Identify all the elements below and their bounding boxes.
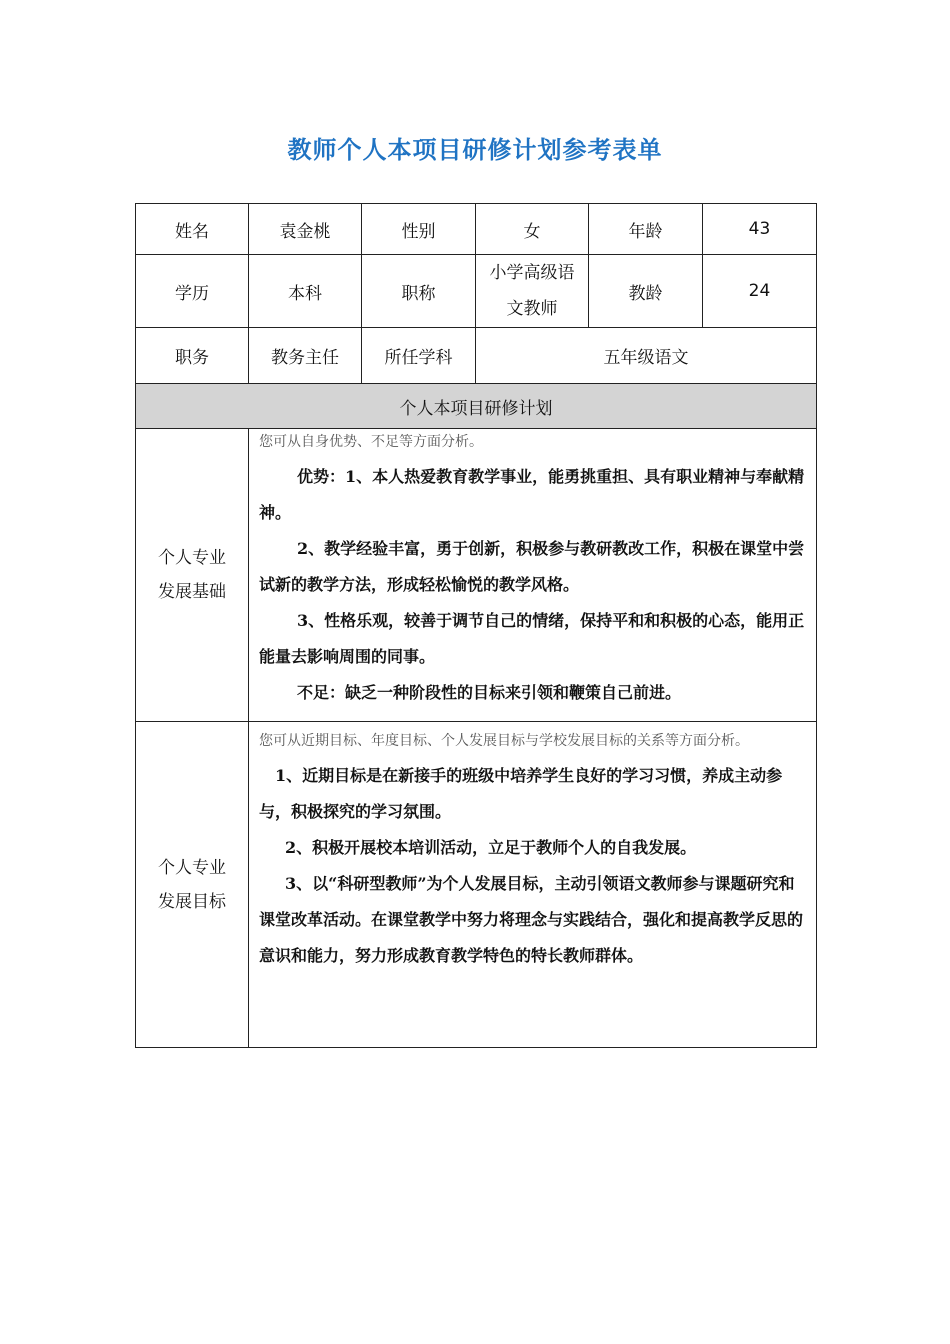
goals-label-line1: 个人专业 [158, 857, 226, 878]
teaching-years-label: 教龄 [589, 255, 703, 328]
table-row-duty [136, 328, 817, 384]
subject-label: 所任学科 [362, 328, 476, 384]
age-label: 年龄 [589, 204, 703, 255]
rank-value [476, 255, 589, 328]
duty-value: 教务主任 [249, 328, 362, 384]
goals-paragraph-3: 3、以“科研型教师”为个人发展目标，主动引领语文教师参与课题研究和课堂改革活动。在课堂教学中努力将理念与实践结合，强化和提高教学反思的意识和能力，努力形成教育教学特色的特长教师群体。 [259, 874, 804, 965]
foundation-paragraph-1: 优势：1、本人热爱教育教学事业，能勇挑重担、具有职业精神与奉献精神。 [259, 467, 805, 522]
foundation-hint: 您可从自身优势、不足等方面分析。 [259, 434, 483, 450]
table-row-foundation [136, 429, 817, 722]
table-row-basic [136, 204, 817, 255]
subject-value: 五年级语文 [476, 328, 817, 384]
rank-value-line2: 文教师 [506, 299, 558, 319]
teaching-years-value: 24 [703, 255, 817, 328]
research-plan-table [135, 203, 817, 1048]
foundation-paragraph-4: 不足：缺乏一种阶段性的目标来引领和鞭策自己前进。 [297, 683, 682, 702]
name-value: 袁金桃 [249, 204, 362, 255]
goals-paragraph-2: 2、积极开展校本培训活动，立足于教师个人的自我发展。 [285, 838, 697, 857]
education-label: 学历 [136, 255, 249, 328]
foundation-paragraph-2: 2、教学经验丰富，勇于创新，积极参与教研教改工作，积极在课堂中尝试新的教学方法，形成轻松愉悦的教学风格。 [259, 539, 805, 594]
foundation-content [249, 429, 817, 722]
foundation-label [136, 429, 249, 722]
goals-content [249, 722, 817, 1048]
gender-label: 性别 [362, 204, 476, 255]
section-title: 个人本项目研修计划 [136, 384, 817, 429]
duty-label: 职务 [136, 328, 249, 384]
age-value: 43 [703, 204, 817, 255]
table-row-education [136, 255, 817, 328]
gender-value: 女 [476, 204, 589, 255]
name-label: 姓名 [136, 204, 249, 255]
rank-value-line1: 小学高级语 [489, 263, 575, 283]
goals-hint: 您可从近期目标、年度目标、个人发展目标与学校发展目标的关系等方面分析。 [259, 733, 749, 749]
education-value: 本科 [249, 255, 362, 328]
table-row-section-head [136, 384, 817, 429]
foundation-label-line1: 个人专业 [158, 548, 226, 568]
foundation-paragraph-3: 3、性格乐观，较善于调节自己的情绪，保持平和和积极的心态，能用正能量去影响周围的同事。 [259, 611, 805, 666]
goals-label [136, 722, 249, 1048]
page-title: 教师个人本项目研修计划参考表单 [287, 136, 663, 164]
goals-paragraph-1: 1、近期目标是在新接手的班级中培养学生良好的学习习惯，养成主动参与，积极探究的学习氛围。 [259, 766, 783, 821]
goals-label-line2: 发展目标 [158, 891, 226, 912]
table-row-goals [136, 722, 817, 1048]
rank-label: 职称 [362, 255, 476, 328]
foundation-label-line2: 发展基础 [158, 582, 226, 602]
